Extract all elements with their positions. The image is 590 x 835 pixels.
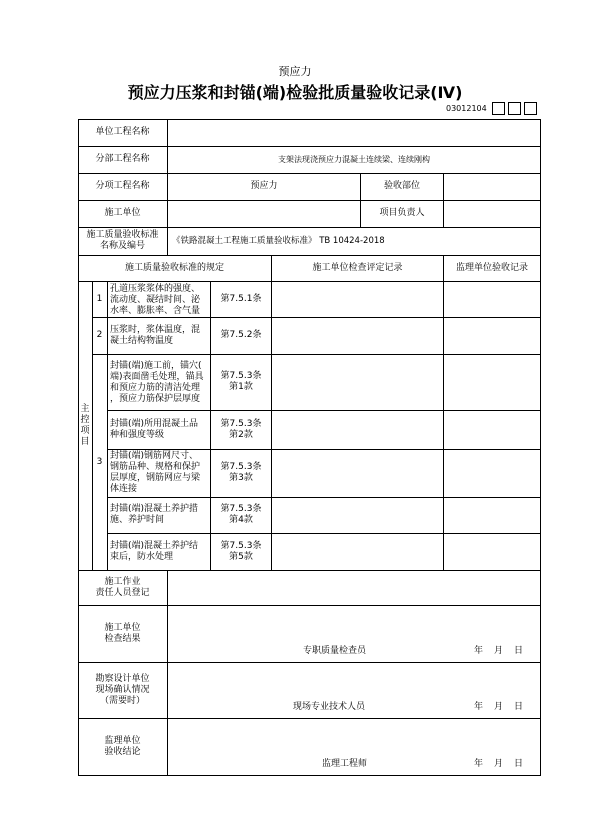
survey-label: 勘察设计单位 现场确认情况 （需要时）	[95, 673, 150, 706]
item-desc: 封锚(端)所用混凝土品 种和强度等级	[110, 419, 199, 440]
main-control-group-label: 主 控 项 目	[80, 403, 90, 447]
day-label: 日	[514, 646, 524, 656]
construction-check-cell[interactable]	[272, 450, 443, 497]
year-label: 年	[474, 759, 484, 769]
col-header-standard: 施工质量验收标准的规定	[124, 262, 224, 273]
year-label: 年	[474, 702, 484, 712]
supervision-cell[interactable]	[444, 498, 540, 533]
item-desc: 压浆时，浆体温度，混 凝土结构物温度	[110, 325, 201, 346]
item-clause: 第7.5.3条 第1款	[220, 371, 262, 392]
sub-project-label: 分部工程名称	[95, 154, 150, 164]
engineer-label: 监理工程师	[322, 759, 368, 769]
item-number: 2	[96, 330, 103, 340]
acceptance-part-field[interactable]	[444, 173, 540, 200]
supervision-cell[interactable]	[444, 411, 540, 449]
item-project-label: 分项工程名称	[95, 181, 150, 191]
page-title: 预应力压浆和封锚(端)检验批质量验收记录(Ⅳ)	[127, 83, 463, 102]
project-manager-field[interactable]	[444, 200, 540, 227]
item-clause: 第7.5.3条 第4款	[220, 504, 262, 525]
item-desc: 封锚(端)混凝土养护结 束后，防水处理	[110, 541, 199, 562]
item-number: 1	[96, 293, 103, 304]
item-desc: 封锚(端)混凝土养护措 施、养护时间	[110, 504, 199, 525]
construction-check-cell[interactable]	[272, 318, 443, 354]
construction-result-field[interactable]	[168, 606, 540, 646]
unit-project-field[interactable]	[168, 119, 540, 146]
item-clause: 第7.5.2条	[220, 330, 262, 340]
supervision-conclusion-label: 监理单位 验收结论	[104, 735, 141, 757]
month-label: 月	[494, 759, 504, 769]
crew-field[interactable]	[168, 571, 540, 605]
month-label: 月	[494, 702, 504, 712]
code-box-3[interactable]	[524, 102, 537, 115]
item-desc: 孔道压浆浆体的强度、 流动度、凝结时间、泌 水率、膨胀率、含气量	[110, 284, 201, 316]
construction-check-cell[interactable]	[272, 282, 443, 317]
year-label: 年	[474, 646, 484, 656]
category-label: 预应力	[278, 65, 312, 78]
code-box-1[interactable]	[492, 102, 505, 115]
item-number: 3	[96, 456, 103, 467]
item-clause: 第7.5.1条	[220, 293, 262, 304]
standard-value: 《铁路混凝土工程施工质量验收标准》 TB 10424-2018	[172, 236, 385, 246]
unit-project-label: 单位工程名称	[95, 127, 150, 137]
construction-check-cell[interactable]	[272, 411, 443, 449]
acceptance-part-label: 验收部位	[383, 181, 420, 191]
supervision-cell[interactable]	[444, 282, 540, 317]
col-header-supervision: 监理单位验收记录	[455, 262, 528, 273]
construction-check-cell[interactable]	[272, 534, 443, 570]
supervision-conclusion-field[interactable]	[168, 719, 540, 757]
item-project-value: 预应力	[250, 181, 278, 191]
construction-check-cell[interactable]	[272, 355, 443, 410]
form-code: 03012104	[446, 104, 487, 113]
tech-staff-label: 现场专业技术人员	[293, 702, 366, 712]
quality-inspector-label: 专职质量检查员	[303, 646, 367, 656]
sub-project-value: 支架法现浇预应力混凝土连续梁、连续刚构	[278, 155, 430, 164]
survey-field[interactable]	[168, 663, 540, 701]
item-clause: 第7.5.3条 第5款	[220, 540, 262, 562]
construction-unit-label: 施工单位	[104, 208, 141, 218]
item-desc: 封锚(端)施工前，锚穴( 端)表面凿毛处理，锚具 和预应力筋的清洁处理 ，预应力筋保护层厚度	[110, 361, 204, 404]
construction-unit-field[interactable]	[168, 200, 360, 227]
item-desc: 封锚(端)钢筋网尺寸、 钢筋品种、规格和保护 层厚度，钢筋网应与梁 体连接	[110, 451, 201, 494]
supervision-cell[interactable]	[444, 318, 540, 354]
project-manager-label: 项目负责人	[379, 208, 425, 218]
standard-label: 施工质量验收标准 名称及编号	[86, 230, 159, 251]
construction-result-label: 施工单位 检查结果	[104, 622, 141, 644]
item-clause: 第7.5.3条 第2款	[220, 418, 262, 440]
crew-label: 施工作业 责任人员登记	[95, 576, 150, 598]
day-label: 日	[514, 702, 524, 712]
supervision-cell[interactable]	[444, 534, 540, 570]
month-label: 月	[494, 646, 504, 656]
item-clause: 第7.5.3条 第3款	[220, 462, 262, 483]
day-label: 日	[514, 759, 524, 769]
code-box-2[interactable]	[508, 102, 521, 115]
construction-check-cell[interactable]	[272, 498, 443, 533]
supervision-cell[interactable]	[444, 355, 540, 410]
col-header-construction-check: 施工单位检查评定记录	[312, 262, 403, 273]
supervision-cell[interactable]	[444, 450, 540, 497]
